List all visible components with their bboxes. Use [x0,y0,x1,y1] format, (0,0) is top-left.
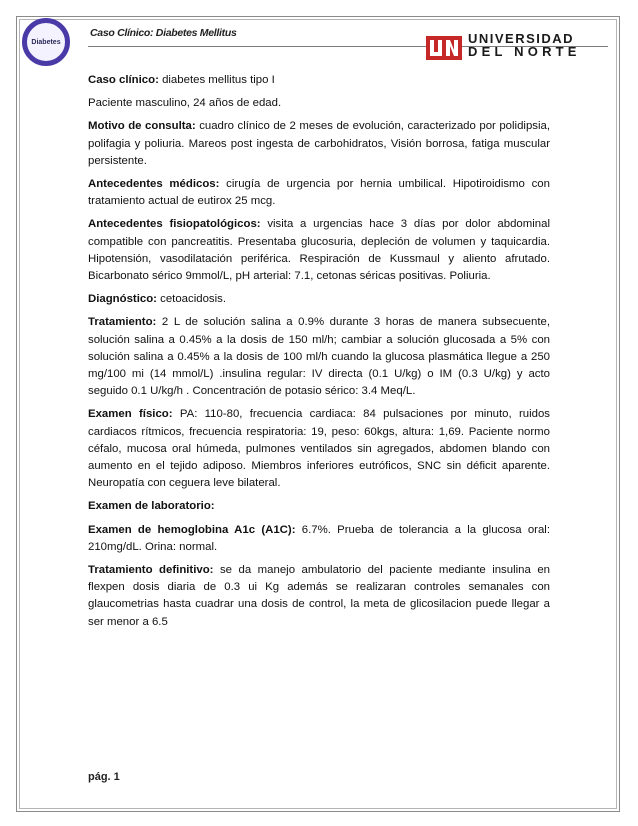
section-a1c [88,522,550,556]
section-medical-history [88,176,550,210]
section-patient [88,95,550,112]
section-label: Antecedentes fisiopatológicos: [88,218,261,231]
section-text: Paciente masculino, 24 años de edad. [88,97,282,110]
section-text: diabetes mellitus tipo I [158,74,275,86]
section-label: Tratamiento: [88,316,157,329]
section-lab-exam [88,498,550,515]
section-label: Examen físico: [88,408,173,421]
section-physical-exam [88,406,550,492]
section-text: se da manejo ambulatorio del paciente mediante insulina en flexpen dosis diaria de 0.3 ui Kg además se realizaran controles semanales con glaucometrias hasta cuadrar una dosis de control, la meta de glicosilacion puede llegar a ser menor a 6.5 [88,564,550,628]
section-case [88,72,550,89]
section-pathophysiology [88,216,550,285]
diabetes-logo-text: Diabetes [31,38,61,46]
university-name-line1: UNIVERSIDAD [468,31,575,46]
section-reason [88,118,550,170]
document-header-title: Caso Clínico: Diabetes Mellitus [90,27,237,39]
section-label: Diagnóstico: [88,293,157,306]
section-label: Tratamiento definitivo: [88,564,214,577]
university-emblem-icon [426,36,462,60]
university-name [468,32,581,58]
section-label: Motivo de consulta: [88,120,196,133]
section-text: visita a urgencias hace 3 días por dolor abdominal compatible con pancreatitis. Presentaba glucosuria, depleción de volumen y taquicardia. Hipotensión, vasodilatación periférica. Respiración de Kussmaul y aliento afrutado. Bicarbonato sérico 9mmol/L, pH arterial: 7.1, cetonas séricas positivas. Poliuria. [88,218,550,283]
section-text: 6.7%. Prueba de tolerancia a la glucosa oral: 210mg/dL. Orina: normal. [88,523,550,553]
section-text: cirugía de urgencia por hernia umbilical. Hipotiroidismo con tratamiento actual de eutirox 25 mcg. [88,178,550,208]
section-label: Antecedentes médicos: [88,178,220,191]
section-label: Examen de hemoglobina A1c (A1C): [88,523,296,536]
university-name-line2: DEL NORTE [468,44,581,59]
section-treatment [88,314,550,400]
section-label: Examen de laboratorio: [88,500,215,513]
university-logo [426,32,608,68]
section-text: cuadro clínico de 2 meses de evolución, caracterizado por polidipsia, polifagia y poliuria. Mareos post ingesta de carbohidratos, Visión borrosa, fatiga muscular persistente. [88,120,551,167]
diabetes-logo [22,18,70,66]
section-label: Caso clínico: [88,74,159,86]
page-number: pág. 1 [88,771,120,783]
section-definitive-treatment [88,562,550,631]
section-diagnosis [88,291,550,308]
section-text: 2 L de solución salina a 0.9% durante 3 horas de manera subsecuente, solución salina a 0.45% a la dosis de 150 ml/h; cambiar a solución glucosada a 5% con solución salina a 0.45% a la dosis de 100 ml/h cuando la glucosa plasmática llegue a 250 mg/100 mi (14 mmol/L) .insulina regular: IV directa (0.1 U/kg) o IM (0.3 U/kg) y acto seguido 0.1 U/kg/h . Concentración de potasio sérico: 3.4 Meq/L. [88,316,550,398]
section-text: PA: 110-80, frecuencia cardiaca: 84 pulsaciones por minuto, ruidos cardiacos rítmicos, frecuencia respiratoria: 19, peso: 60kgs, altura: 1,69. Paciente normo céfalo, mucosa oral húmeda, pulmones ventilados sin agregados, abdomen blando con aumento en el tejido adiposo. Miembros inferiores eutróficos, SNC sin déficit aparente. Neuropatía con ceguera leve bilateral. [88,408,550,490]
case-body [88,72,550,637]
section-text: cetoacidosis. [156,293,226,306]
